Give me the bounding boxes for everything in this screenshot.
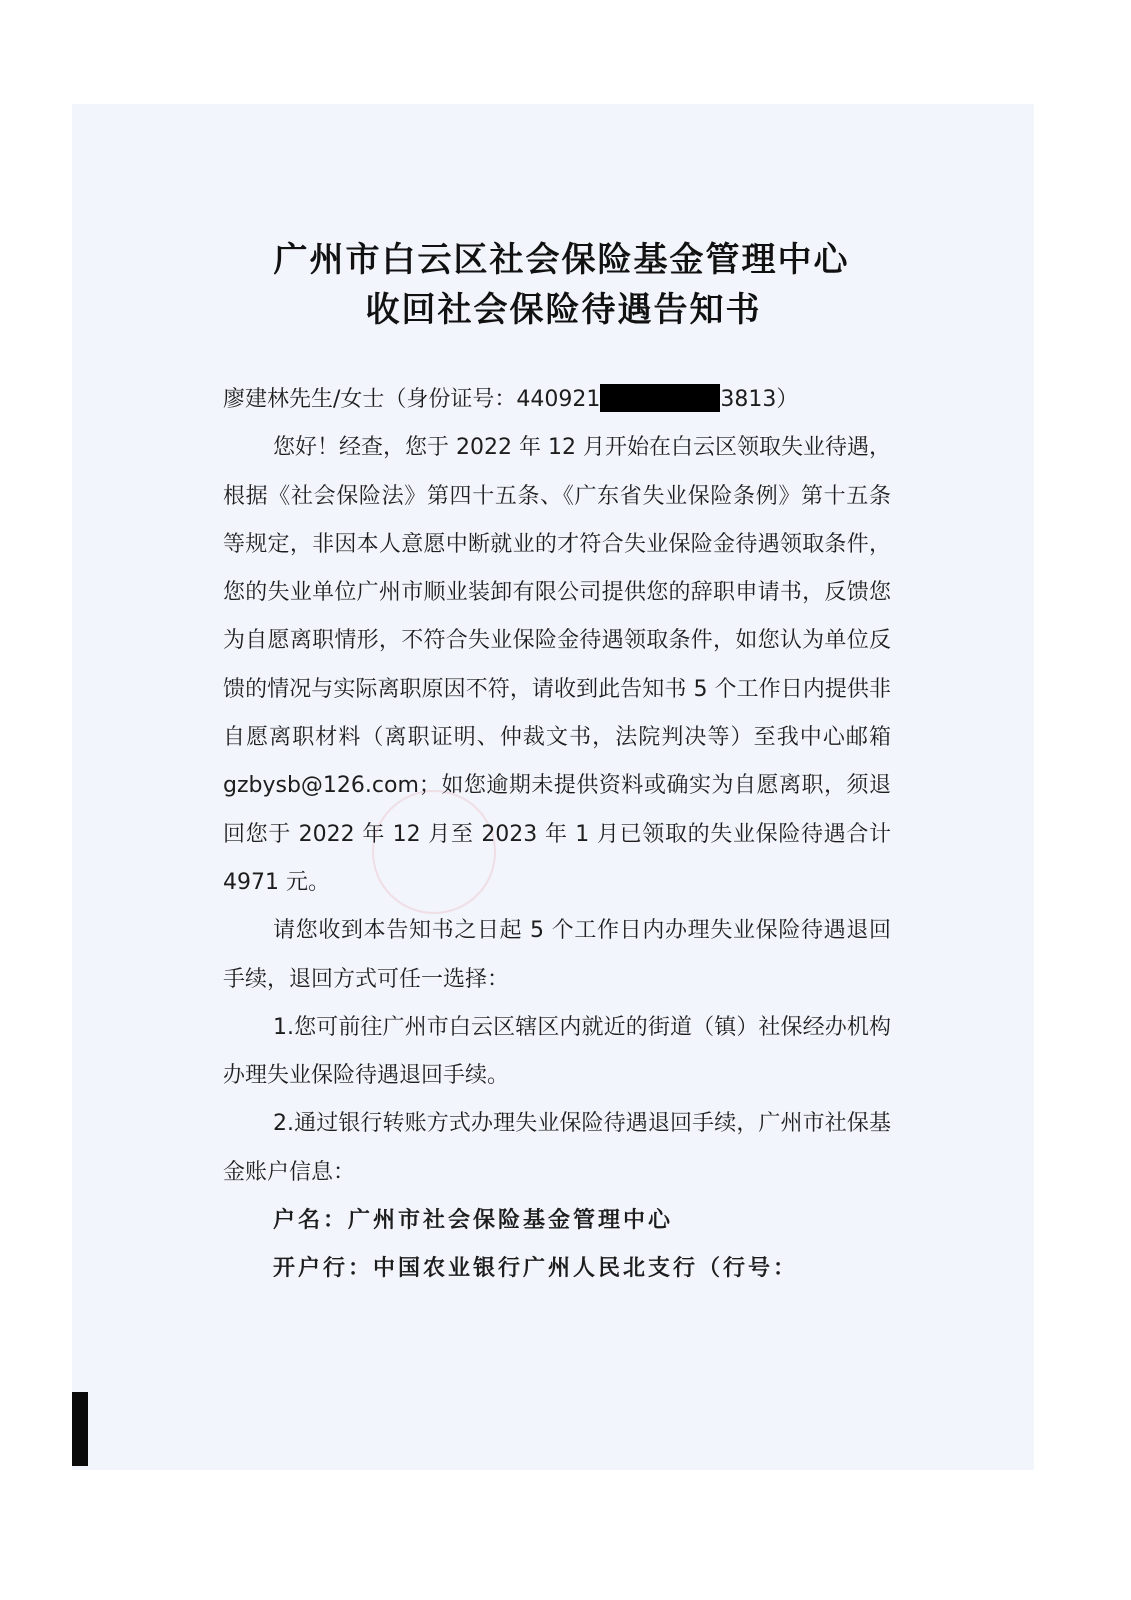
document-title-line2: 收回社会保险待遇告知书 <box>365 290 762 330</box>
salutation <box>223 376 891 424</box>
paragraph-3: 1.您可前往广州市白云区辖区内就近的街道（镇）社保经办机构办理失业保险待遇退回手续。 <box>223 1014 891 1089</box>
salutation-prefix: 廖建林先生/女士（身份证号：440921 <box>223 387 601 412</box>
paragraph-2: 请您收到本告知书之日起 5 个工作日内办理失业保险待遇退回手续，退回方式可任一选择： <box>223 918 891 992</box>
bank-info: 开户行：中国农业银行广州人民北支行（行号： <box>273 1256 799 1282</box>
paragraph-4: 2.通过银行转账方式办理失业保险待遇退回手续，广州市社保基金账户信息： <box>223 1111 891 1185</box>
document-body <box>223 376 891 1294</box>
scan-edge-black-bar <box>72 1392 88 1466</box>
account-name: 户名：广州市社会保险基金管理中心 <box>273 1208 674 1234</box>
paragraph-1: 您好！经查，您于 2022 年 12 月开始在白云区领取失业待遇，根据《社会保险法》第四十五条、《广东省失业保险条例》第十五条等规定，非因本人意愿中断就业的才符合失业保险金待遇领取条件，您的失业单位广州市顺业装卸有限公司提供您的辞职申请书，反馈您为自愿离职情形，不符合失业保险金待遇领取条件，如您认为单位反馈的情况与实际离职原因不符，请收到此告知书 5 个工作日内提供非自愿离职材料（离职证明、仲裁文书，法院判决等）至我中心邮箱gzbysb@126.com；如您逾期未提供资料或确实为自愿离职，须退回您于 2022 年 12 月至 2023 年 1 月已领取的失业保险待遇合计 4971 元。 <box>223 435 891 895</box>
document-title-line1: 广州市白云区社会保险基金管理中心 <box>273 240 850 280</box>
redaction-block <box>600 384 720 412</box>
salutation-suffix: 3813） <box>720 387 799 412</box>
